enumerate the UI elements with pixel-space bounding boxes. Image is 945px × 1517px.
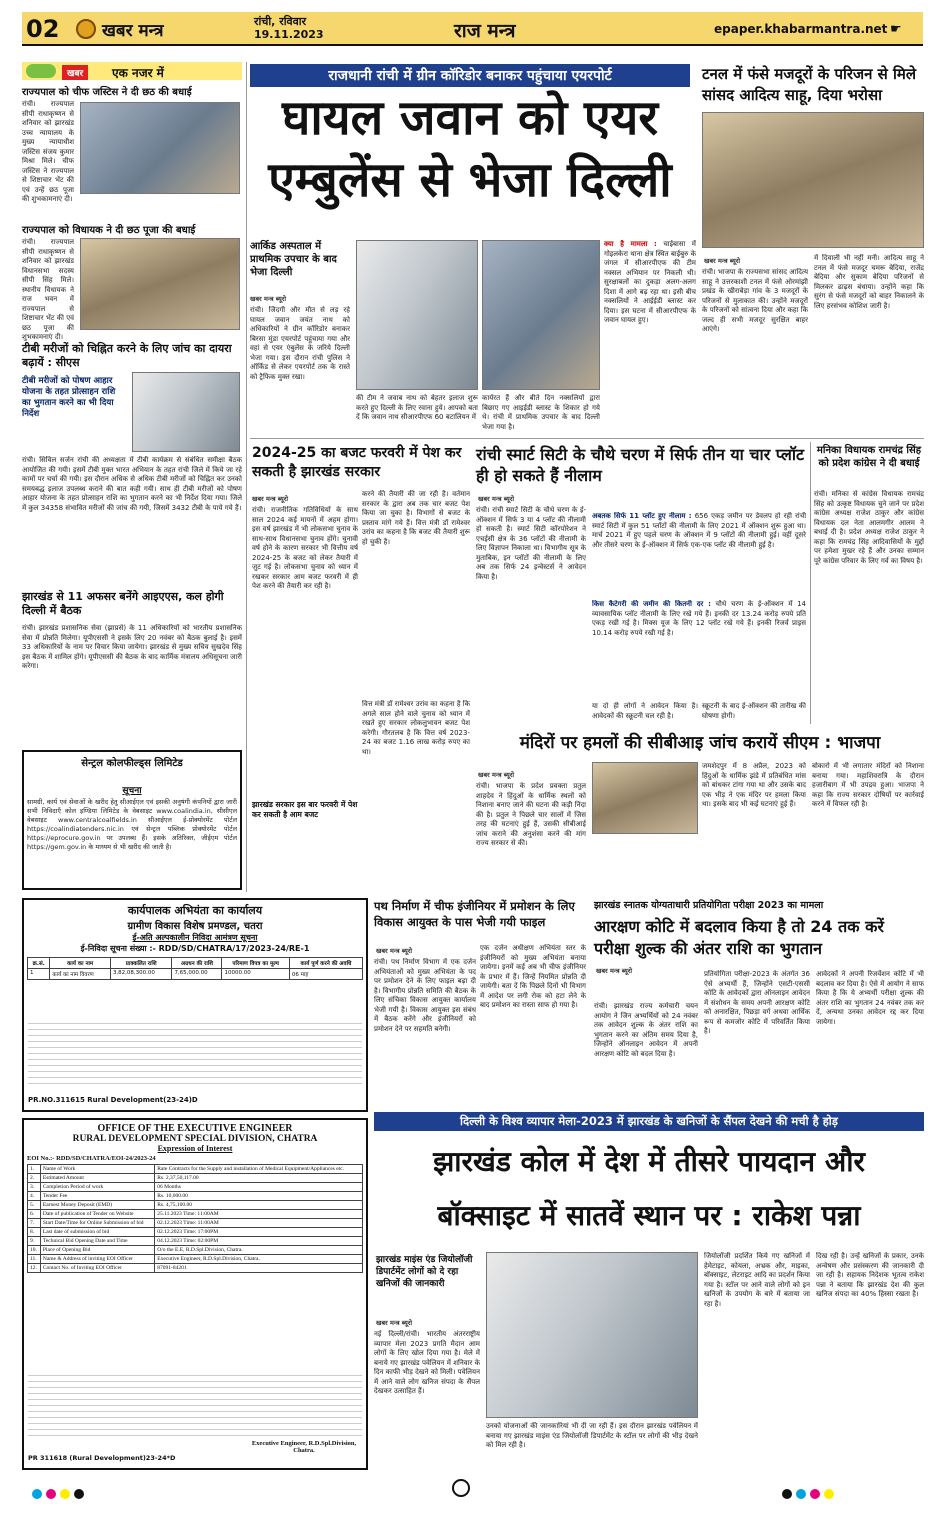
table-cell: 8. [28, 1228, 41, 1237]
ccl-notice [22, 750, 242, 890]
story-governor-cj-headline: राज्यपाल को चीफ जस्टिस ने दी छठ की बधाई [22, 87, 192, 98]
lead-headline-line2: एम्बुलेंस से भेजा दिल्ली [268, 152, 672, 208]
table-cell: 04.12.2023 Time: 02:00PM [155, 1237, 363, 1246]
color-dot [796, 1489, 806, 1499]
table-cell: Estimated Amount [40, 1174, 154, 1183]
section-title: राज मन्त्र [454, 20, 516, 42]
exam-kicker: झारखंड स्नातक योग्यताधारी प्रतियोगिता परीक्षा 2023 का मामला [594, 900, 824, 911]
eoi-footer: PR 311618 (Rural Development)23-24*D [28, 1454, 176, 1462]
coal-kicker: दिल्ली के विश्व व्यापार मेला-2023 में झारखंड के खनिजों के सैंपल देखने की मची है होड़ [374, 1112, 924, 1131]
color-dot [810, 1489, 820, 1499]
ambulance-stretcher-photo [482, 240, 600, 390]
story-governor-mla-body: रांची। राज्यपाल सीपी राधाकृष्णन से शनिवार को झारखंड विधानसभा सदस्य सीपी सिंह मिले। स्थानीय विधायक ने राज भवन में राज्यपाल से शिष्टाचार भेंट की एवं छठ पूजा की शुभकामनाएं दी। [22, 238, 74, 341]
lead-subhead: आर्किड अस्पताल में प्राथमिक उपचार के बाद भेजा दिल्ली [250, 241, 337, 278]
coal-body-2: जियोलॉजी प्रदर्शित किये गए खनिजों में हेमेटाइट, कोयला, अभ्रक और, माइका, बॉक्साइट, लेटराइट आदि का प्रदर्शन किया गया है। स्टॉल पर आने वाले लोगों को इन खनिजों के उपयोग के बारे में बताया जा रहा है। [704, 1252, 810, 1308]
table-cell: Rs. 2,37,50,117.00 [155, 1174, 363, 1183]
tender-hindi-ref: ई-निविदा सूचना संख्या :- RDD/SD/CHATRA/17/2023-24/RE-1 [80, 944, 310, 953]
mandir-body-3: बोकारो में भी लगातार मंदिरों को निशाना बनाया गया। महाशिवरात्रि के दौरान हजारीबाग में भी उपद्रव हुआ। भाजपा ने कहा कि राज्य सरकार दोषियों पर कार्रवाई करने में विफल रही है। [812, 762, 924, 808]
budget-bold-line: झारखंड सरकार इस बार फरवरी में पेश कर सकती है आम बजट [252, 800, 358, 819]
city-day: रांची, रविवार [254, 15, 307, 28]
table-row [28, 1237, 363, 1246]
mineral-stall-photo [486, 1252, 698, 1418]
exam-body-3: आवेदकों ने अपनी रिजर्वेशन कोटि में भी बदलाव कर दिया है। ऐसे में आयोग ने साफ किया है कि ये अभ्यर्थी परीक्षा शुल्क की अंतर राशि का भुगतान 24 नवंबर तक कर दें, अन्यथा उनका आवेदन रद्द कर दिया जायेगा। [816, 970, 924, 1026]
table-cell: Start Date/Time for Online Submission of bid [40, 1219, 154, 1228]
smart-city-sub-1: अबतक सिर्फ 11 प्लॉट हुए नीलाम : [592, 512, 692, 520]
coal-headline-line2: बॉक्साइट में सातवें स्थान पर : राकेश पन्ना [437, 1199, 861, 1232]
table-header-cell: अग्रधन की राशि [172, 958, 222, 969]
eoi-division: RURAL DEVELOPMENT SPECIAL DIVISION, CHATRA [72, 1134, 318, 1144]
coal-caption: उनको योजनाओं की जानकारियां भी दी जा रही हैं। इस दौरान झारखंड पवेलियन में बनाया गए झारखंड माइंस एंड जियोलॉजी डिपार्टमेंट के स्टॉल पर लोगों की भीड़ देखने को मिल रही है। [486, 1422, 698, 1449]
lead-body-4 [604, 240, 696, 434]
table-cell: 10. [28, 1246, 41, 1255]
tunnel-mp-photo [702, 112, 924, 248]
registration-mark-icon [452, 1479, 470, 1497]
coal-byline: खबर मन्त्र ब्यूरो [376, 1319, 413, 1327]
coal-body-3: दिख रही है। उन्हें खनिजों के प्रकार, उनके अन्वेषण और प्रसंस्करण की जानकारी दी जा रही है। सहायक निदेशक भूतत्व राकेश पन्ना ने बताया कि झारखंड देश की कुल खनिज संपदा का 40% हिस्सा रखता है। [816, 1252, 924, 1298]
smart-city-headline: रांची स्मार्ट सिटी के चौथे चरण में सिर्फ तीन या चार प्लॉट ही हो सकते हैं नीलाम [476, 445, 805, 485]
table-row [28, 1165, 363, 1174]
table-cell: Rs. 4,75,100.00 [155, 1201, 363, 1210]
table-cell: 2. [28, 1174, 41, 1183]
story-tb-headline: टीबी मरीजों को चिह्नित करने के लिए जांच का दायरा बढ़ायें : सीएस [22, 342, 232, 369]
table-cell: O/o the E.E, R.D.Spl.Division, Chatra. [155, 1246, 363, 1255]
lead-headline-line1: घायल जवान को एयर [281, 90, 658, 146]
table-cell: 06 Months [155, 1183, 363, 1192]
smart-city-body-1: रांची। रांची स्मार्ट सिटी के चौथे चरण के ई-ऑक्शन में सिर्फ 3 या 4 प्लॉट की नीलामी हो सकती है। स्मार्ट सिटी कॉरपोरेशन ने एचईसी क्षेत्र के 36 प्लॉटों की नीलामी के लिए विज्ञापन निकाला था। विभागीय सूत्र के मुताबिक, इन प्लॉटों की नीलामी के लिए अब तक सिर्फ 24 इन्वेस्टर्स ने आवेदन किया है। [476, 506, 586, 581]
tender-hindi-division: ग्रामीण विकास विशेष प्रमण्डल, चतरा [127, 921, 263, 932]
governor-mla-photo [80, 238, 240, 330]
air-ambulance-photo [356, 240, 478, 390]
tunnel-body-2: में दिवाली भी नहीं मनी। आदित्य साहू ने टनल में फंसे मजदूर चमरू बेदिया, राजेंद्र बेदिया और सुकाम बेदिया परिजनों से मिलकर ढाढ़स बंधाया। उन्होंने कहा कि सुरंग से फंसे मजदूरों को बाहर निकालने के लिए हरसंभव कोशिश जारी है। [814, 254, 924, 310]
tunnel-headline: टनल में फंसे मजदूरों के परिजन से मिले सांसद आदित्य साहू, दिया भरोसा [702, 65, 917, 104]
smart-city-byline: खबर मन्त्र ब्यूरो [478, 495, 515, 503]
smart-city-body-5: स्क्रूटनी के बाद ई-ऑक्शन की तारीख की घोषणा होगी। [702, 702, 806, 720]
table-cell: Name & Address of inviting EOI Officer [40, 1255, 154, 1264]
table-cell: 06 माह [289, 969, 362, 980]
cursor-icon: ☛ [890, 22, 902, 37]
table-header-cell: क्र.सं. [28, 958, 50, 969]
tender-hindi-table [27, 957, 363, 980]
page-footer [22, 1478, 923, 1500]
table-cell: Last date of submission of bid [40, 1228, 154, 1237]
tender-hindi-footer: PR.NO.311615 Rural Development(23-24)D [28, 1096, 198, 1104]
logo-text: खबर मन्त्र [102, 21, 164, 41]
road-headline: पथ निर्माण में चीफ इंजीनियर में प्रमोशन के लिए विकास आयुक्त के पास भेजी गयी फाइल [374, 899, 575, 929]
color-dot [46, 1489, 56, 1499]
table-cell: 87091-84201 [155, 1264, 363, 1273]
table-row [28, 1174, 363, 1183]
lead-body-1: रांची। जिंदगी और मौत से लड़ रहे घायल जवान जयंत नाथ को अधिकारियों ने ग्रीन कॉरिडोर बनाकर बिरसा मुंडा एयरपोर्ट पहुंचाया गया और वहां से एयर एंबुलेंस के जरिये दिल्ली भेजा गया। इस दौरान रांची पुलिस ने ऑर्किड से लेकर एयरपोर्ट तक के रास्ते को ट्रैफिक मुक्त रखा। [250, 306, 350, 381]
eoi-table [27, 1164, 363, 1273]
pratul-shahdeo-photo [592, 762, 698, 834]
color-bar-left [32, 1484, 88, 1503]
lead-kicker: राजधानी रांची में ग्रीन कॉरिडोर बनाकर पहुंचाया एयरपोर्ट [250, 64, 690, 87]
ccl-body: सामग्री, कार्य एवं सेवाओं के खरीद हेतु सीआईएल एवं इसकी अनुषंगी कंपनियों द्वारा जारी सभी निविदाएँ कोल इण्डिया लिमिटेड के वेबसाइट www.coalindia.in, सीसीएल वेबसाइट www.centralcoalfields.in सीआईएल ई-प्रोक्योरमेंट पोर्टल https://coalindiatenders.nic.in एवं सेन्ट्रल पब्लिक प्रोक्योरमेंट पोर्टल https://eprocure.gov.in पर उपलब्ध हैं। इसके अतिरिक्त, जीईएम पोर्टल https://gem.gov.in के माध्यम से भी खरीद की जाती है। [27, 798, 237, 851]
issue-date: 19.11.2023 [254, 28, 324, 41]
page-number: 02 [26, 15, 60, 43]
column-divider [246, 62, 247, 892]
color-bar-right [782, 1484, 838, 1503]
smart-city-sub-2: किस कैटेगरी की जमीन की कितनी दर : [592, 600, 711, 608]
table-row [28, 1228, 363, 1237]
road-body-1: रांची। पथ निर्माण विभाग में एक दर्जन अभियंताओं को मुख्य अभियंता के पद पर प्रमोशन देने के लिए फाइल बढ़ा दी है। विभागीय प्रोन्नति समिति की बैठक के लिए संचिका विकास आयुक्त कार्यालय भेजी गयी है। विकास आयुक्त इस संबंध में बैठक करेंगे और इंजीनियरों को प्रमोशन देने पर सहमति बनेगी। [374, 958, 476, 1033]
exam-headline: आरक्षण कोटि में बदलाव किया है तो 24 तक करें परीक्षा शुल्क की अंतर राशि का भुगतान [594, 917, 884, 958]
mla-divider [810, 442, 811, 724]
governor-cj-photo [80, 102, 240, 194]
road-byline: खबर मन्त्र ब्यूरो [376, 947, 413, 955]
budget-byline: खबर मन्त्र ब्यूरो [252, 495, 289, 503]
table-cell: 02.12.2023 Time: 11:00AM [155, 1219, 363, 1228]
in-brief-title: एक नजर में [112, 66, 164, 80]
tender-hindi-fineprint [28, 1018, 362, 1088]
eoi-signature: Executive Engineer, R.D.Spl.Division, Chatra. [251, 1440, 357, 1454]
mandir-headline: मंदिरों पर हमलों की सीबीआइ जांच करायें सीएम : भाजपा [519, 733, 881, 753]
table-row [28, 1255, 363, 1264]
table-cell: 02.12.2023 Time: 17:00PM [155, 1228, 363, 1237]
table-row [28, 969, 363, 980]
table-row [28, 1264, 363, 1273]
tender-notice-english [22, 1118, 368, 1470]
lead-what-label: क्या है मामला : [604, 240, 657, 248]
smart-city-body-3 [592, 600, 806, 700]
story-governor-cj-body: रांची। राज्यपाल सीपी राधाकृष्णन से शनिवार को झारखंड उच्च न्यायालय के मुख्य न्यायाधीश जस्टिस संजय कुमार मिश्रा मिले। चीफ जस्टिस ने राज्यपाल से शिष्टाचार भेंट की एवं उन्हें छठ पूजा की शुभकामनाएं दी। [22, 100, 74, 203]
table-cell: 7,65,000.00 [172, 969, 222, 980]
left-column [22, 62, 242, 892]
color-dot [824, 1489, 834, 1499]
tender-notice-hindi [22, 898, 368, 1112]
brief-icon [26, 64, 56, 78]
civil-surgeon-photo [132, 372, 240, 452]
mla-headline: मनिका विधायक रामचंद्र सिंह को प्रदेश कांग्रेस ने दी बधाई [816, 445, 922, 469]
eoi-office: OFFICE OF THE EXECUTIVE ENGINEER [97, 1123, 293, 1134]
story-governor-mla-headline: राज्यपाल को विधायक ने दी छठ पूजा की बधाई [22, 225, 196, 236]
table-cell: Place of Opening Bid [40, 1246, 154, 1255]
story-ias-body: रांची। झारखंड प्रशासनिक सेवा (झाप्रसे) के 11 अधिकारियों को भारतीय प्रशासनिक सेवा में प्रोन्नति मिलेगा। यूपीएससी ने इसके लिए 20 नवंबर को बैठक बुलाई है। इसमें 33 अधिकारियों के नाम पर विचार किया जायेगा। झारखंड से मुख्य सचिव सुखदेव सिंह इस बैठक में शामिल होंगे। यूपीएससी की बैठक के बाद कार्मिक मंत्रालय अधिसूचना जारी करेगा। [22, 624, 242, 670]
exam-byline: खबर मन्त्र ब्यूरो [596, 967, 633, 975]
eoi-sub: Expression of Interest [157, 1144, 233, 1153]
table-cell: 10000.00 [222, 969, 289, 980]
story-tb-pull-quote: टीबी मरीजों को पोषण आहार योजना के तहत प्रोत्साहन राशि का भुगतान करने का भी दिया निर्देश [22, 376, 116, 419]
header-date-block [254, 15, 324, 41]
table-row [28, 1219, 363, 1228]
table-row [28, 1201, 363, 1210]
smart-city-body-2 [592, 512, 806, 588]
budget-body-1: रांची। राजनीतिक गतिविधियों के साथ साल 2024 कई मायनों में अहम होगा। इस वर्ष झारखंड में भी लोकसभा चुनाव के साथ-साथ विधानसभा चुनाव होंगे। चुनावी वर्ष होने के कारण सरकार भी वित्तीय वर्ष 2024-25 के बजट को लेकर तैयारी में जुट गई है। लोकसभा चुनाव को ध्यान में रखकर सरकार आम बजट फरवरी में ही पेश करने की तैयारी कर रही है। [252, 506, 358, 590]
table-cell: 9. [28, 1237, 41, 1246]
mandir-body-2: जमशेदपुर में 8 अप्रैल, 2023 को हिंदुओं के धार्मिक झंडे में प्रतिबंधित मांस को बांधकर टांगा गया था और उसके बाद एक भीड़ ने एक मंदिर पर हमला किया था। इसके बाद भी कई घटनाएं हुई हैं। [702, 762, 806, 808]
logo-icon [76, 19, 96, 39]
section-rule [250, 438, 924, 439]
table-cell: Earnest Money Deposit (EMD) [40, 1201, 154, 1210]
table-cell: Tender Fee [40, 1192, 154, 1201]
lead-what-body: चाईबासा में गोइलकेरा थाना क्षेत्र स्थित बाईबुरु के जंगल में सीआरपीएफ की टीम नक्सल अभियान पर निकली थी। सुरक्षाबलों का दुकड़ा अलग-अलग दिशा में आगे बढ़ रहा था। इसी बीच नक्सलियों ने आईईडी ब्लास्ट कर दिया। इस घटना में सीआरपीएफ के जवान घायल हुए। [604, 240, 696, 324]
table-header-cell: कार्य पूर्ण करने की अवधि [289, 958, 362, 969]
eoi-number: EOI No.:- RDD/SD/CHATRA/EOI-24/2023-24 [27, 1155, 156, 1162]
color-dot [32, 1489, 42, 1499]
color-dot [74, 1489, 84, 1499]
table-cell: Technical Bid Opening Date and Time [40, 1237, 154, 1246]
in-brief-tag: खबर [62, 65, 88, 80]
exam-body-1: रांची। झारखंड राज्य कर्मचारी चयन आयोग ने जिन अभ्यर्थियों को 24 नवंबर तक आवेदन शुल्क के अंतर राशि का भुगतान करने का अंतिम समय दिया है, जिन्होंने ऑनलाइन आवेदन में अपनी आरक्षण कोटि को बदल दिया है। [594, 1002, 698, 1058]
mandir-body-1: रांची। भाजपा के प्रदेश प्रवक्ता प्रतुल शाहदेव ने हिंदुओं के धार्मिक स्थलों को निशाना बनाए जाने की घटना की कड़ी निंदा की है। प्रतुल ने पिछले चार सालों में जिस तरह की घटनाएं हुई हैं, उसकी सीबीआई जांच कराने की अनुशंसा करने की मांग राज्य सरकार से की। [476, 782, 586, 847]
mla-body: रांची। मनिका से कांग्रेस विधायक रामचंद्र सिंह को उत्कृष्ट विधायक चुने जाने पर प्रदेश कांग्रेस अध्यक्ष राजेश ठाकुर और कांग्रेस विधायक दल नेता आलमगीर आलम ने बधाई दी है। प्रदेश अध्यक्ष राजेश ठाकुर ने कहा कि रामचंद्र सिंह आदिवासियों के मुद्दों पर हमेशा मुखर रहे हैं और उनका सम्मान पूरे कांग्रेस परिवार के लिए गर्व का विषय है। [814, 490, 924, 565]
tender-hindi-sub: ई-अति अल्पकालीन निविदा आमंत्रण सूचना [132, 933, 258, 942]
table-cell: 1 [28, 969, 50, 980]
tunnel-body-1: रांची। भाजपा के राज्यसभा सांसद आदित्य साहू ने उत्तरकाशी टनल में फंसे ओरमांझी प्रखंड के खीराबेड़ा गांव के 3 मजदूरों के परिजनों से मुलाकात की। उन्होंने मजदूरों के परिजनों को सांत्वना दिया और कहा कि जल्द ही सभी मजदूर सुरक्षित बाहर आएंगे। [702, 268, 808, 333]
table-cell: Name of Work [40, 1165, 154, 1174]
page-header [22, 12, 923, 46]
table-row [28, 1183, 363, 1192]
lead-byline: खबर मन्त्र ब्यूरो [250, 295, 287, 303]
lead-body-2: की टीम ने जवाब नाथ को बेहतर इलाज शुरू करते हुए दिल्ली के लिए रवाना हुये। आपको बता दें कि जवान नाथ सीआरपीएफ 60 बटालियन में [356, 394, 478, 421]
table-cell: 11. [28, 1255, 41, 1264]
table-header-cell: परिमाण विपत्र का मूल्य [222, 958, 289, 969]
table-cell: 12. [28, 1264, 41, 1273]
website-link[interactable]: epaper.khabarmantra.net [714, 22, 888, 36]
smart-city-body-2-text: 656 एकड़ जमीन पर डेवलप हो रही रांची स्मार्ट सिटी में कुल 51 प्लॉटों की नीलामी के लिए 2021 में ऑक्शन शुरू हुआ था। मार्च 2021 में हुए पहले चरण के ऑक्शन में 9 प्लॉटों की नीलामी हुई। वहीं दूसरे और तीसरे चरण के ई-ऑक्शन में सिर्फ एक-एक प्लॉट की नीलामी हुई है। [592, 512, 806, 549]
color-dot [782, 1489, 792, 1499]
mandir-byline: खबर मन्त्र ब्यूरो [478, 771, 515, 779]
table-cell: Completion Period of work [40, 1183, 154, 1192]
budget-body-3: वित्त मंत्री डॉ रामेश्वर उरांव का कहना है कि अगले साल होने वाले चुनाव को ध्यान में रखते हुए सरकार लोकलुभावन बजट पेश करेगी। गौरतलब है कि वित्त वर्ष 2023-24 का बजट 1.16 लाख करोड़ रुपए का था। [362, 700, 470, 756]
table-cell: Date of publication of Tender on Website [40, 1210, 154, 1219]
table-cell: Contact No. of Inviting EOI Officer [40, 1264, 154, 1273]
tunnel-byline: खबर मन्त्र ब्यूरो [704, 257, 741, 265]
table-cell: Rate Contracts for the Supply and installation of Medical Equipment/Appliances etc. [155, 1165, 363, 1174]
smart-city-body-4: या दो ही लोगों ने आवेदन किया है। आवेदकों की स्क्रूटनी चल रही है। [592, 702, 698, 720]
smart-city-body-3-text: चौथे चरण के ई-ऑक्शन में 14 व्यावसायिक प्लॉट नीलामी के लिए रखे गये हैं। इनकी दर 13.24 करोड़ रुपये प्रति एकड़ रखी गई है। मिक्स यूज के लिए 12 प्लॉट रखे गये हैं। इनकी रिजर्व प्राइस 10.14 करोड़ रुपये रखी गई है। [592, 600, 806, 637]
in-brief-box [22, 62, 242, 80]
road-body-2: एक दर्जन अधीक्षण अभियंता स्तर के इंजीनियरों को मुख्य अभियंता बनाया जायेगा। इनमें कई अब भी चीफ इंजीनियर के प्रभार में हैं। जिन्हें नियमित प्रोन्नति दी जायेगी। बता दें कि पिछले दिनों भी विभाग में आदेश पर लगी रोक को हटा लेने के बाद प्रमोशन का रास्ता साफ हो गया है। [480, 944, 586, 1009]
coal-subhead: झारखंड माइंस एंड जियोलॉजी डिपार्टमेंट लोगों को दे रहा खनिजों की जानकारी [376, 1255, 473, 1289]
coal-headline-line1: झारखंड कोल में देश में तीसरे पायदान और [433, 1145, 865, 1178]
table-cell: Executive Engineer, R.D.Spl.Division, Chatra. [155, 1255, 363, 1264]
table-row [28, 1210, 363, 1219]
lead-body-3: कार्यरत हैं और बीते दिन नक्सलियों द्वारा बिछाए गए आइईडी ब्लास्ट के शिकार हो गये थे। रांची में प्राथमिक उपचार के बाद दिल्ली भेजा गया है। [482, 394, 600, 431]
budget-body-2: करने की तैयारी की जा रही है। वर्तमान सरकार के द्वारा अब तक चार बजट पेश किया जा चुका है। विभागों से बजट के प्रस्ताव मांगे गये हैं। वित्त मंत्री डॉ रामेश्वर उरांव का कहना है कि बजट की तैयारी शुरू हो चुकी है। [362, 490, 470, 546]
table-header-cell: प्राक्कलित राशि [110, 958, 172, 969]
story-ias-headline: झारखंड से 11 अफसर बनेंगे आइएएस, कल होगी दिल्ली में बैठक [22, 590, 224, 617]
story-tb-body: रांची। सिविल सर्जन रांची की अध्यक्षता में टीबी कार्यक्रम से संबंधित समीक्षा बैठक आयोजित की गयी। इसमें टीबी मुक्त भारत अभियान के तहत रांची जिले में किये जा रहे कामों पर चर्चा की गयी। इस दौरान अधिक से अधिक टीबी मरीजों को चिह्नित कर उनको समयबद्ध इलाज उपलब्ध कराने की बात कही गयी। साथ ही टीबी मरीजों को पोषण आहार योजना के तहत प्रोत्साहन राशि का भुगतान करने का भी निर्देश दिया गया। जिले में कुल 34358 संभावित मरीजों की जांच की गयी, जिसमें 3432 टीबी के पाये गये हैं। [22, 456, 242, 512]
table-row [28, 1192, 363, 1201]
table-header-cell: कार्य का नाम [50, 958, 111, 969]
eoi-notes [28, 1370, 362, 1440]
table-cell: 3. [28, 1183, 41, 1192]
ccl-company: सेन्ट्रल कोलफील्ड्स लिमिटेड [81, 758, 183, 769]
table-row [28, 958, 363, 969]
exam-body-2: प्रतियोगिता परीक्षा-2023 के अंतर्गत 36 ऐसे अभ्यर्थी हैं, जिन्होंने एसटी-एससी कोटि के आवेदकों द्वारा ऑनलाइन आवेदन में संशोधन के समय अपनी आरक्षण कोटि को अनारक्षित, पिछड़ा वर्ग अथवा आर्थिक रूप से कमजोर कोटि में परिवर्तित किया है। [704, 970, 810, 1035]
table-cell: 4. [28, 1192, 41, 1201]
table-row [28, 1246, 363, 1255]
ccl-subtitle: सूचना [122, 786, 142, 796]
table-cell: 3,82,08,300.00 [110, 969, 172, 980]
table-cell: 5. [28, 1201, 41, 1210]
table-cell: कार्य का नाम विवरण [50, 969, 111, 980]
table-cell: 1. [28, 1165, 41, 1174]
budget-headline: 2024-25 का बजट फरवरी में पेश कर सकती है झारखंड सरकार [252, 445, 462, 480]
table-cell: 6. [28, 1210, 41, 1219]
table-cell: 25.11.2023 Time: 11:00AM [155, 1210, 363, 1219]
tender-hindi-office: कार्यपालक अभियंता का कार्यालय [127, 904, 263, 917]
coal-body-1: नई दिल्ली/रांची। भारतीय अंतरराष्ट्रीय व्यापार मेला 2023 प्रगति मैदान आम लोगों के लिए खोल दिया गया है। मेले में बनाये गए झारखंड पवेलियन में शनिवार के दिन काफी भीड़ देखने को मिली। पवेलियन में आने वाले लोग खनिज संपदा के सैंपल देखकर उत्साहित हैं। [374, 1330, 480, 1395]
table-cell: 7. [28, 1219, 41, 1228]
table-cell: Rs. 10,000.00 [155, 1192, 363, 1201]
color-dot [60, 1489, 70, 1499]
